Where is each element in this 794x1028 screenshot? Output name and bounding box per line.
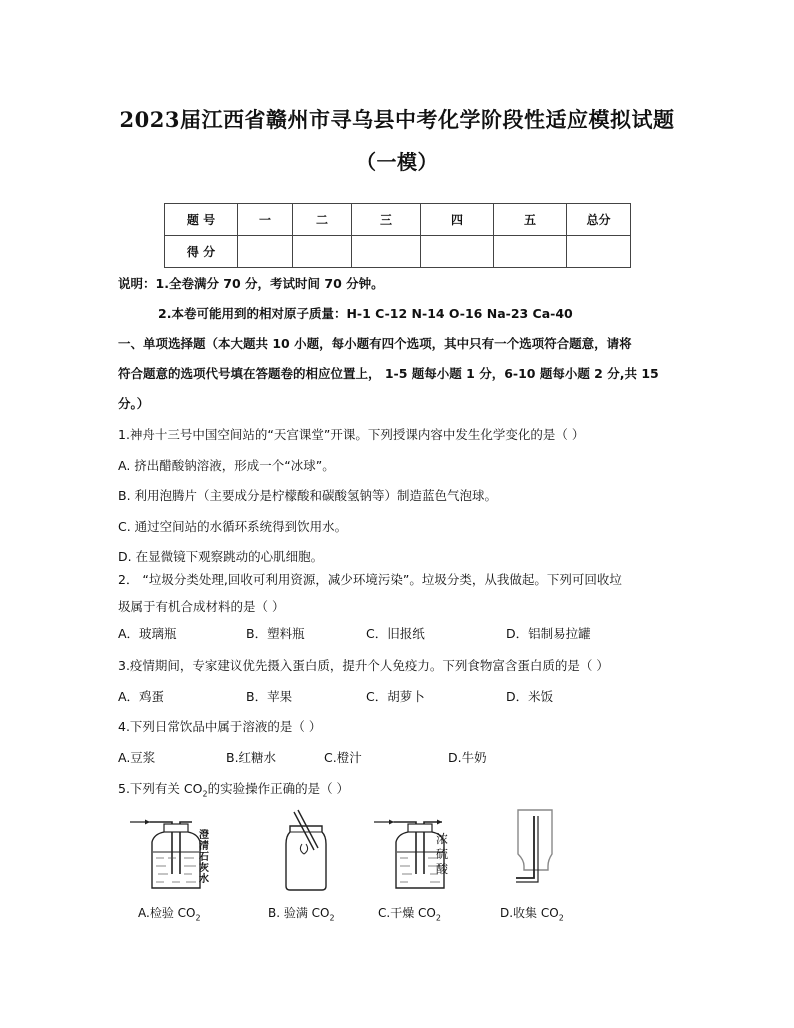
q3-option-d: D．米饭 — [506, 689, 554, 704]
score-header-cell: 三 — [352, 204, 421, 236]
caption-c-text: C.干燥 CO — [378, 906, 436, 920]
q5-stem-pre: 5.下列有关 CO — [118, 781, 203, 796]
section1-line2: 符合题意的选项代号填在答题卷的相应位置上， 1-5 题每小题 1 分，6-10 题每小题 2 分,共 15 — [118, 366, 659, 381]
figure-d-caption — [500, 904, 564, 922]
q2-stem-line2: 圾属于有机合成材料的是（ ） — [118, 599, 285, 614]
exam-subtitle: （一模） — [356, 150, 438, 174]
score-table — [164, 203, 631, 268]
q5-stem-post: 的实验操作正确的是（ ） — [207, 781, 350, 796]
q3-options — [118, 687, 678, 705]
q3-option-b: B．苹果 — [246, 689, 293, 704]
figure-c-label: 浓硫酸 — [436, 832, 449, 876]
score-cell — [567, 236, 631, 268]
score-cell — [421, 236, 494, 268]
exam-title: 2023届江西省赣州市寻乌县中考化学阶段性适应模拟试题 — [119, 107, 675, 132]
score-cell — [352, 236, 421, 268]
q1-option-b: B. 利用泡腾片（主要成分是柠檬酸和碳酸氢钠等）制造蓝色气泡球。 — [118, 488, 498, 503]
score-header-cell: 四 — [421, 204, 494, 236]
q4-option-a: A.豆浆 — [118, 750, 156, 765]
score-cell — [494, 236, 567, 268]
caption-b-text: B. 验满 CO — [268, 906, 330, 920]
caption-a-text: A.检验 CO — [138, 906, 196, 920]
figure-b-bottle — [276, 806, 336, 892]
figure-c-gas-bottle — [372, 808, 464, 894]
q4-option-b: B.红糖水 — [226, 750, 277, 765]
score-header-cell: 一 — [238, 204, 293, 236]
q1-option-c: C. 通过空间站的水循环系统得到饮用水。 — [118, 519, 348, 534]
q2-option-c: C．旧报纸 — [366, 626, 425, 641]
caption-d-text: D.收集 CO — [500, 906, 559, 920]
q3-option-c: C．胡萝卜 — [366, 689, 425, 704]
q3-stem: 3.疫情期间，专家建议优先摄入蛋白质，提升个人免疫力。下列食物富含蛋白质的是（ ） — [118, 658, 609, 673]
caption-c-sub: 2 — [435, 913, 441, 923]
figure-b-caption — [268, 904, 335, 922]
figure-a-label: 澄清石灰水 — [199, 830, 209, 885]
score-header-cell: 总分 — [567, 204, 631, 236]
note-1: 说明：1.全卷满分 70 分，考试时间 70 分钟。 — [118, 276, 384, 291]
note-2: 2.本卷可能用到的相对原子质量：H-1 C-12 N-14 O-16 Na-23 Ca-40 — [158, 306, 573, 321]
score-cell — [238, 236, 293, 268]
q1-option-a: A. 挤出醋酸钠溶液，形成一个“冰球”。 — [118, 458, 335, 473]
score-header-cell: 五 — [494, 204, 567, 236]
q4-option-d: D.牛奶 — [448, 750, 487, 765]
q1-option-d: D. 在显微镜下观察跳动的心肌细胞。 — [118, 549, 324, 564]
q4-stem: 4.下列日常饮品中属于溶液的是（ ） — [118, 719, 322, 734]
figure-c-caption — [378, 904, 441, 922]
figure-a-caption — [138, 904, 201, 922]
q2-option-a: A．玻璃瓶 — [118, 626, 177, 641]
caption-d-sub: 2 — [558, 913, 564, 923]
q4-options — [118, 748, 678, 766]
figure-d-bottle — [508, 806, 568, 894]
score-table-header-row — [165, 204, 631, 236]
q2-options — [118, 624, 678, 642]
section1-line3: 分。） — [118, 396, 150, 411]
q5-stem-sub: 2 — [202, 789, 208, 799]
section1-line1: 一、单项选择题（本大题共 10 小题，每小题有四个选项，其中只有一个选项符合题意，请将 — [118, 336, 632, 351]
score-cell — [293, 236, 352, 268]
q2-option-d: D．铝制易拉罐 — [506, 626, 591, 641]
caption-a-sub: 2 — [195, 913, 201, 923]
q3-option-a: A．鸡蛋 — [118, 689, 165, 704]
caption-b-sub: 2 — [329, 913, 335, 923]
q5-stem — [118, 779, 349, 799]
q4-option-c: C.橙汁 — [324, 750, 362, 765]
score-header-cell: 题 号 — [165, 204, 238, 236]
q2-option-b: B．塑料瓶 — [246, 626, 305, 641]
q1-stem: 1.神舟十三号中国空间站的“天宫课堂”开课。下列授课内容中发生化学变化的是（ ） — [118, 427, 585, 442]
score-header-cell: 二 — [293, 204, 352, 236]
score-row-label: 得 分 — [165, 236, 238, 268]
q2-stem-line1: 2． “垃圾分类处理,回收可利用资源，减少环境污染”。垃圾分类，从我做起。下列可回收垃 — [118, 572, 622, 587]
score-table-score-row — [165, 236, 631, 268]
